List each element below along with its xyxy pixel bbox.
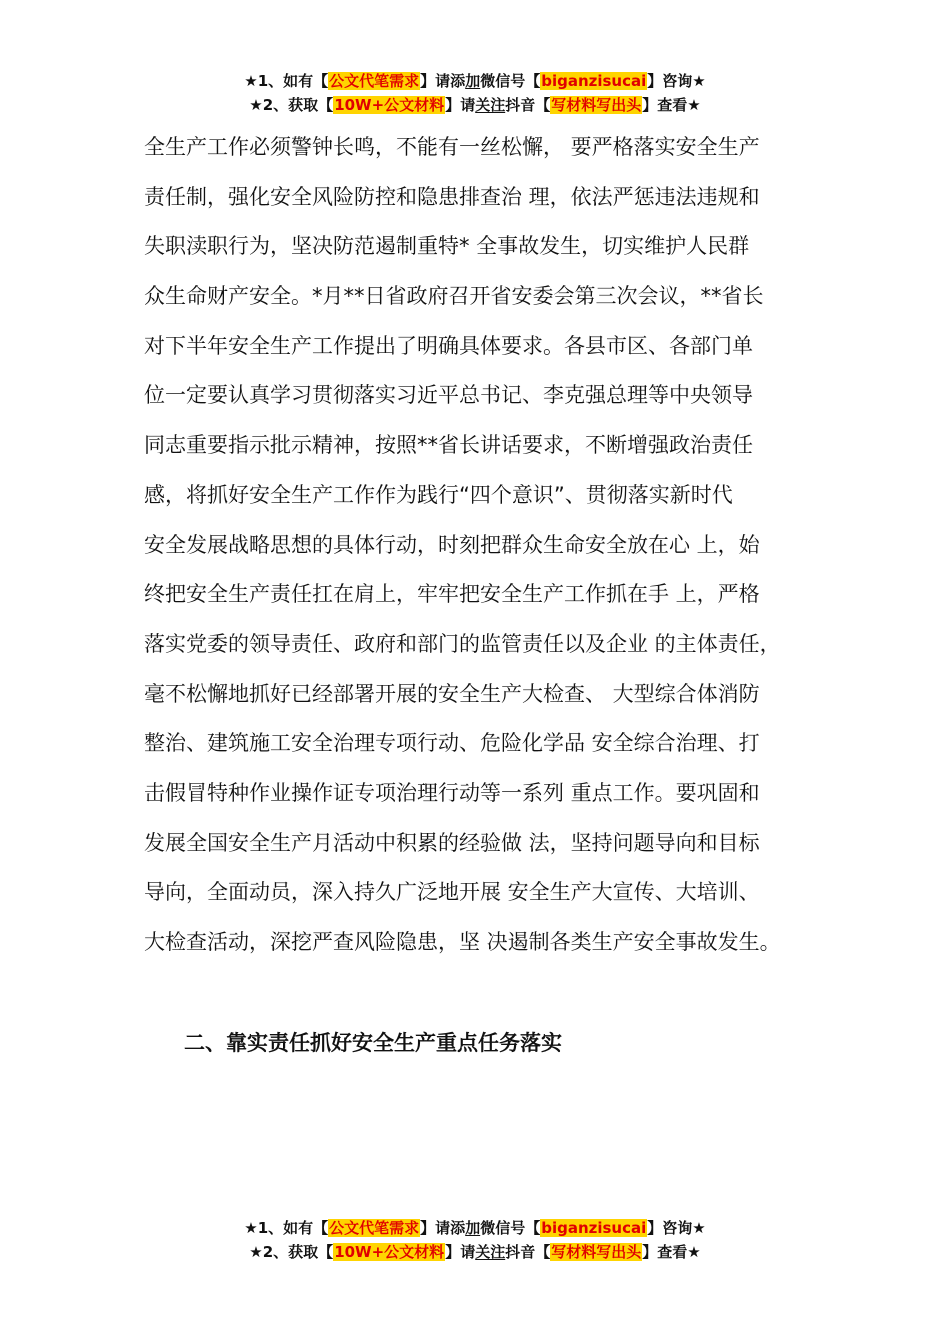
promo-line-1-text-2: 微信号【 — [480, 72, 541, 90]
paragraph-line: 安全发展战略思想的具体行动，时刻把群众生命安全放在心 上，始 — [144, 532, 760, 557]
promo-line-1-underlined: 加 — [465, 1219, 481, 1237]
paragraph-line: 感，将抓好安全生产工作作为践行“四个意识”、贯彻落实新时代 — [144, 482, 733, 507]
promo-line-1-underlined: 加 — [465, 72, 481, 90]
paragraph-line: 击假冒特种作业操作证专项治理行动等一系列 重点工作。要巩固和 — [144, 780, 760, 805]
promo-line-1-text: 】请添 — [420, 72, 466, 90]
promo-line-2-text-2: 抖音【 — [505, 1243, 551, 1261]
promo-highlight-wechat-id: biganzisucai — [541, 72, 647, 90]
promo-line-1-suffix: 】咨询★ — [647, 72, 706, 90]
promo-line-1-suffix: 】咨询★ — [647, 1219, 706, 1237]
promo-line-2-underlined: 关注 — [475, 96, 506, 114]
promo-line-1 — [0, 1216, 950, 1240]
promo-line-2 — [0, 93, 950, 117]
paragraph-line: 整治、建筑施工安全治理专项行动、危险化学品 安全综合治理、打 — [144, 731, 760, 756]
paragraph-line: 发展全国安全生产月活动中积累的经验做 法，坚持问题导向和目标 — [144, 830, 760, 855]
promo-highlight-douyin: 写材料写出头 — [551, 96, 642, 114]
promo-line-1 — [0, 69, 950, 93]
section-heading: 二、靠实责任抓好安全生产重点任务落实 — [184, 1031, 562, 1055]
promo-highlight-wechat-id: biganzisucai — [541, 1219, 647, 1237]
promo-line-2-text: 】请 — [445, 1243, 476, 1261]
promo-line-1-text: 】请添 — [420, 1219, 466, 1237]
promo-line-1-text-2: 微信号【 — [480, 1219, 541, 1237]
promo-highlight-materials: 10W+公文材料 — [334, 96, 445, 114]
paragraph-line: 落实党委的领导责任、政府和部门的监管责任以及企业 的主体责任， — [144, 631, 781, 656]
promo-line-2-suffix: 】查看★ — [642, 96, 701, 114]
paragraph-line: 全生产工作必须警钟长鸣，不能有一丝松懈， 要严格落实安全生产 — [144, 135, 760, 159]
promo-highlight-ghostwriting: 公文代笔需求 — [329, 72, 420, 90]
paragraph-line: 导向，全面动员，深入持久广泛地开展 安全生产大宣传、大培训、 — [144, 880, 760, 905]
paragraph-line: 众生命财产安全。*月**日省政府召开省安委会第三次会议，**省长 — [144, 284, 764, 309]
promo-line-1-prefix: ★1、如有【 — [244, 1219, 329, 1237]
header-promo-banner — [0, 69, 950, 117]
promo-line-2-prefix: ★2、获取【 — [249, 1243, 334, 1261]
paragraph-line: 同志重要指示批示精神，按照**省长讲话要求，不断增强政治责任 — [144, 433, 753, 458]
promo-line-2-underlined: 关注 — [475, 1243, 506, 1261]
promo-highlight-materials: 10W+公文材料 — [334, 1243, 445, 1261]
promo-highlight-ghostwriting: 公文代笔需求 — [329, 1219, 420, 1237]
paragraph-line: 对下半年安全生产工作提出了明确具体要求。各县市区、各部门单 — [144, 333, 753, 358]
paragraph-line: 大检查活动，深挖严查风险隐患，坚 决遏制各类生产安全事故发生。 — [144, 930, 781, 954]
promo-highlight-douyin: 写材料写出头 — [551, 1243, 642, 1261]
promo-line-2 — [0, 1240, 950, 1264]
footer-promo-banner — [0, 1216, 950, 1264]
paragraph-line: 终把安全生产责任扛在肩上，牢牢把安全生产工作抓在手 上，严格 — [144, 582, 760, 607]
body-paragraph — [144, 123, 844, 968]
promo-line-2-text: 】请 — [445, 96, 476, 114]
paragraph-line: 失职渎职行为，坚决防范遏制重特* 全事故发生，切实维护人民群 — [144, 234, 750, 259]
paragraph-line: 毫不松懈地抓好已经部署开展的安全生产大检查、 大型综合体消防 — [144, 681, 760, 706]
promo-line-2-suffix: 】查看★ — [642, 1243, 701, 1261]
paragraph-line: 责任制，强化安全风险防控和隐患排查治 理，依法严惩违法违规和 — [144, 184, 760, 209]
paragraph-line: 位一定要认真学习贯彻落实习近平总书记、李克强总理等中央领导 — [144, 383, 753, 408]
promo-line-1-prefix: ★1、如有【 — [244, 72, 329, 90]
promo-line-2-prefix: ★2、获取【 — [249, 96, 334, 114]
promo-line-2-text-2: 抖音【 — [505, 96, 551, 114]
